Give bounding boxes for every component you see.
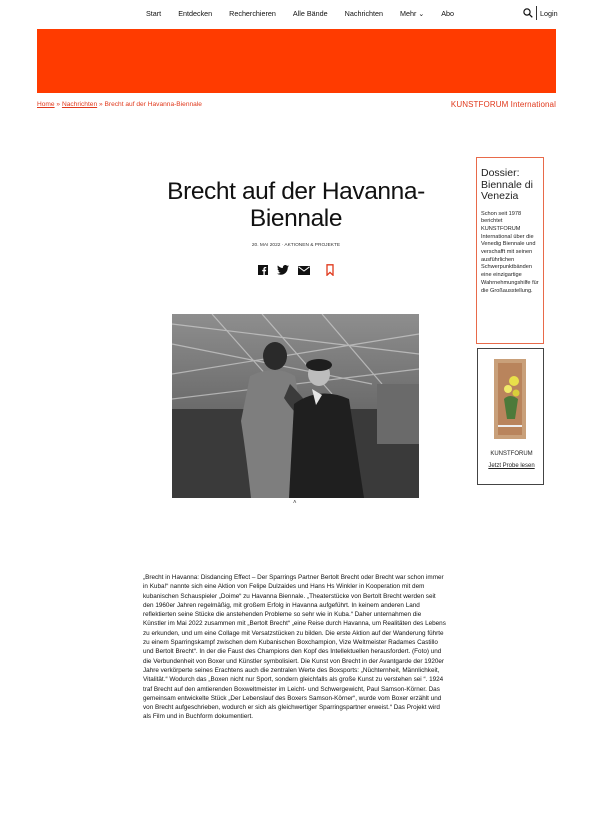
article-meta: 20. MAI 2022 · AKTIONEN & PROJEKTE: [251, 243, 341, 248]
facebook-icon[interactable]: [258, 265, 268, 275]
dossier-title[interactable]: Dossier: Biennale di Venezia: [481, 167, 533, 202]
image-caption-toggle[interactable]: ˄: [293, 500, 297, 506]
nav-divider: [536, 6, 537, 20]
magazine-brand: KUNSTFORUM: [490, 451, 533, 457]
dossier-text: Schon seit 1978 berichtet KUNSTFORUM International über die Venedig Biennale und verschafft mit seinen ausführlichen Schwerpunktbänden eine einzigartige Wahrnehmungshilfe für die Großausstellung.: [481, 210, 539, 294]
ad-banner[interactable]: [37, 29, 556, 93]
breadcrumb-home[interactable]: Home: [37, 101, 55, 108]
nav-item-start[interactable]: Start: [146, 9, 162, 18]
article-body: „Brecht in Havanna: Disdancing Effect – Der Sparrings Partner Bertolt Brecht oder Brecht war schon immer in Kuba!“ nannte sich eine Aktion von Felipe Dulzaides und Hans Hs Winkler in Kooperation mit dem kubanischen Schauspieler „Doime“ zu Havanna Biennale. „Theaterstücke von Bertolt Brecht werden seit den 1960er Jahren regelmäßig, mit großem Erfolg in Havanna aufgeführt. In keinem anderen Land reflektierten seine Stücke die anstehenden Probleme so sehr wie in Kuba.“ Daher unternahmen die Künstler im Mai 2022 zusammen mit „Bertolt Brecht“ „eine Reise durch Havanna, um Realitäten des Lebens zu erkunden, und um eine Collage mit Versatzstücken zu bilden. Die erste Aktion auf der Wanderung führte zu einem Sparringskampf zwischen dem Kubanischen Boxchampion, Vize Weltmeister Radames Castillo und Bertolt Brecht“. In der die Faust des Champions den Kopf des Intellektuellen herausfordert. (Foto) und die Verbundenheit von Boxer und Künstler symbolisiert. Die Kunst von Brecht in der Avantgarde der 1920er Jahre verkörperte seines Erachtens auch die zentralen Werte des Boxsports: „Nüchternheit, Männlichkeit, Vitalität.“ Wodurch das „Boxen nicht nur Sport, sondern gleichfalls als große Kunst zu verstehen sei “. 1924 traf Brecht auf den amtierenden Boxweltmeister im Leicht- und Schwergewicht, Paul Samson-Körner. Das gemeinsam entwickelte Stück „Der Lebenslauf des Boxers Samson-Körner“, wurde vom Boxer erzählt und von Brecht aufgeschrieben, wodurch er sich als gleichwertiger Sparringspartner erweist.“ Das Projekt wird als Film und in Buchform dokumentiert.: [143, 574, 446, 721]
twitter-icon[interactable]: [277, 265, 289, 275]
nav-item-alle-baende[interactable]: Alle Bände: [292, 9, 328, 18]
search-icon[interactable]: [523, 8, 533, 18]
nav-item-recherchieren[interactable]: Recherchieren: [229, 9, 276, 18]
nav-item-abo[interactable]: Abo: [441, 9, 455, 18]
nav-item-entdecken[interactable]: Entdecken: [178, 9, 213, 18]
magazine-cover-image[interactable]: [494, 359, 526, 439]
magazine-teaser[interactable]: [477, 348, 544, 485]
share-bar: [258, 264, 335, 276]
nav-item-mehr[interactable]: Mehr ⌄: [400, 9, 424, 18]
main-menu: [146, 9, 471, 18]
login-link[interactable]: Login: [540, 9, 558, 18]
breadcrumb-separator: »: [97, 101, 105, 108]
breadcrumb-separator: »: [54, 101, 62, 108]
magazine-read-sample-link[interactable]: Jetzt Probe lesen: [488, 463, 535, 469]
breadcrumb-current: Brecht auf der Havanna-Biennale: [104, 101, 202, 108]
boxing-photo-image: [172, 314, 419, 498]
bookmark-icon[interactable]: [325, 264, 335, 276]
dossier-box[interactable]: [476, 157, 544, 344]
site-brand[interactable]: KUNSTFORUM International: [450, 100, 556, 109]
page-title: Brecht auf der Havanna-Biennale: [167, 178, 425, 232]
email-icon[interactable]: [298, 266, 310, 275]
article-photo: [172, 314, 419, 498]
top-navigation: [0, 0, 591, 28]
nav-item-nachrichten[interactable]: Nachrichten: [344, 9, 384, 18]
breadcrumb-news[interactable]: Nachrichten: [61, 101, 98, 108]
breadcrumb: [37, 101, 202, 108]
